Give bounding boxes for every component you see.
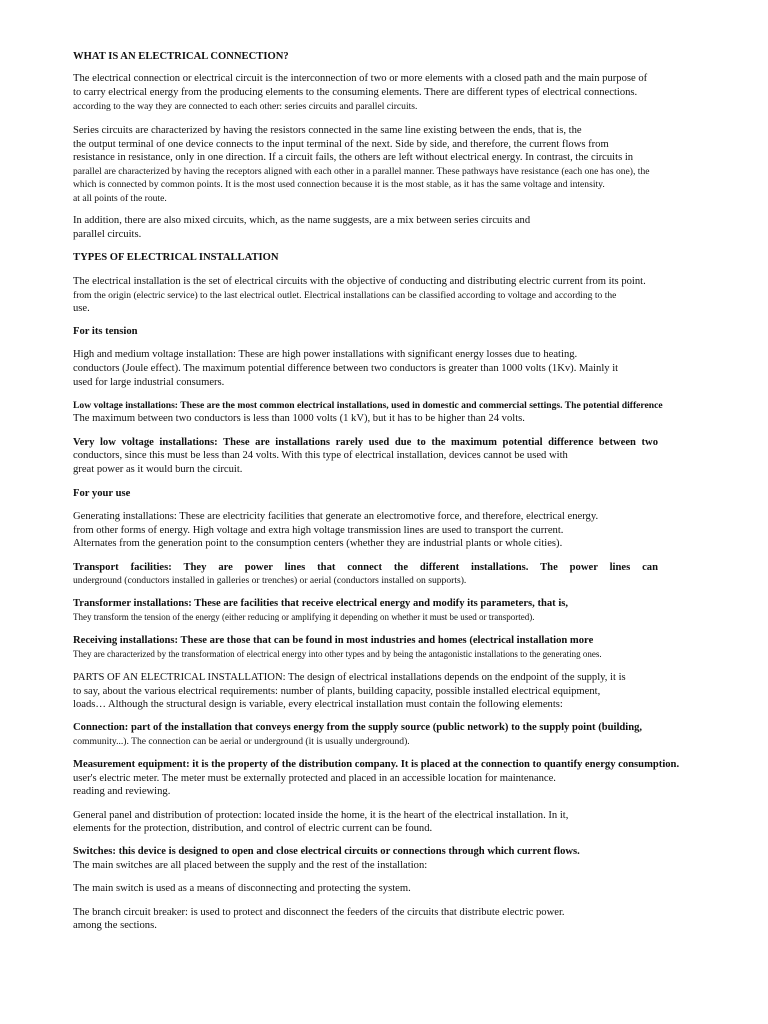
paragraph-line: The maximum between two conductors is less than 1000 volts (1 kV), but it has to be higher than 24 volts. (73, 413, 525, 424)
page-title: WHAT IS AN ELECTRICAL CONNECTION? (73, 51, 289, 62)
paragraph-line: Transformer installations: These are facilities that receive electrical energy and modify its parameters, that is, (73, 598, 569, 609)
paragraph-line: loads… Although the structural design is variable, every electrical installation must contain the following elements: (73, 699, 563, 710)
paragraph-line: The electrical connection or electrical circuit is the interconnection of two or more elements with a closed path and the main purpose of (73, 73, 648, 84)
paragraph-line: Generating installations: These are electricity facilities that generate an electromotive force, and therefore, electrical energy. (73, 511, 599, 522)
paragraph-line: Series circuits are characterized by having the resistors connected in the same line existing between the ends, that is, the (73, 125, 582, 136)
paragraph-line: use. (73, 303, 90, 314)
paragraph-line: conductors, since this must be less than 24 volts. With this type of electrical installation, devices cannot be used with (73, 450, 568, 461)
paragraph-line: conductors (Joule effect). The maximum potential difference between two conductors is greater than 1000 volts (1Kv). Mainly it (73, 363, 619, 374)
paragraph-line: parallel are characterized by having the receptors aligned with each other in a parallel manner. These pathways have resistance (each one has one), the (73, 166, 650, 177)
paragraph-line: Connection: part of the installation that conveys energy from the supply source (public network) to the supply point (building, (73, 722, 643, 733)
paragraph-line: according to the way they are connected to each other: series circuits and parallel circuits. (73, 101, 418, 112)
paragraph-line: used for large industrial consumers. (73, 377, 225, 388)
paragraph-line: General panel and distribution of protection: located inside the home, it is the heart of the electrical installation. In it, (73, 810, 569, 821)
paragraph-line: at all points of the route. (73, 193, 167, 204)
subsection-heading: For your use (73, 488, 131, 499)
paragraph-line: The main switch is used as a means of disconnecting and protecting the system. (73, 883, 411, 894)
paragraph-line: Very low voltage installations: These are installations rarely used due to the maximum potential difference between two (73, 437, 658, 448)
paragraph-line: from the origin (electric service) to the last electrical outlet. Electrical installations can be classified according to voltage and according to the (73, 290, 617, 301)
paragraph-line: reading and reviewing. (73, 786, 171, 797)
paragraph-line: Alternates from the generation point to the consumption centers (whether they are industrial plants or whole cities). (73, 538, 563, 549)
paragraph-line: from other forms of energy. High voltage and extra high voltage transmission lines are used to transport the current. (73, 525, 564, 536)
paragraph-line: user's electric meter. The meter must be externally protected and placed in an accessible location for maintenance. (73, 773, 556, 784)
paragraph-line: Transport facilities: They are power lines that connect the different installations. The power lines can (73, 562, 658, 573)
paragraph-line: The branch circuit breaker: is used to protect and disconnect the feeders of the circuits that distribute electric power. (73, 907, 565, 918)
paragraph-line: elements for the protection, distribution, and control of electric current can be found. (73, 823, 433, 834)
paragraph-line: Measurement equipment: it is the property of the distribution company. It is placed at the connection to quantify energy consumption. (73, 759, 680, 770)
subsection-heading: For its tension (73, 326, 138, 337)
paragraph-line: the output terminal of one device connects to the input terminal of the next. Side by side, and therefore, the current flows from (73, 139, 609, 150)
paragraph-line: to carry electrical energy from the producing elements to the consuming elements. There are different types of electrical connections. (73, 87, 638, 98)
paragraph-line: great power as it would burn the circuit. (73, 464, 243, 475)
paragraph-line: to say, about the various electrical requirements: number of plants, building capacity, possible installed electrical equipment, (73, 686, 601, 697)
paragraph-line: community...). The connection can be aerial or underground (it is usually underground). (73, 736, 410, 747)
paragraph-line: The main switches are all placed between the supply and the rest of the installation: (73, 860, 428, 871)
paragraph-line: They are characterized by the transformation of electrical energy into other types and by being the antagonistic installations to the generating ones. (73, 649, 602, 659)
paragraph-line: High and medium voltage installation: These are high power installations with significant energy losses due to heating. (73, 349, 578, 360)
paragraph-line: resistance in resistance, only in one direction. If a circuit fails, the others are left without electrical energy. In contrast, the circuits in (73, 152, 634, 163)
paragraph-line: Receiving installations: These are those that can be found in most industries and homes (electrical installation more (73, 635, 594, 646)
paragraph-line: The electrical installation is the set of electrical circuits with the objective of conducting and distributing electric current from its point. (73, 276, 646, 287)
paragraph-line: which is connected by common points. It is the most used connection because it is the most stable, as it has the same voltage and intensity. (73, 179, 605, 190)
paragraph-line: underground (conductors installed in galleries or trenches) or aerial (conductors installed on supports). (73, 575, 467, 586)
paragraph-line: PARTS OF AN ELECTRICAL INSTALLATION: The design of electrical installations depends on the endpoint of the supply, it is (73, 672, 626, 683)
paragraph-line: parallel circuits. (73, 229, 142, 240)
paragraph-line: Low voltage installations: These are the most common electrical installations, used in domestic and commercial settings. The potential difference (73, 400, 663, 411)
paragraph-line: In addition, there are also mixed circuits, which, as the name suggests, are a mix between series circuits and (73, 215, 531, 226)
paragraph-line: They transform the tension of the energy (either reducing or amplifying it depending on whether it must be used or transported). (73, 612, 535, 622)
paragraph-line: Switches: this device is designed to open and close electrical circuits or connections through which current flows. (73, 846, 580, 857)
section-heading: TYPES OF ELECTRICAL INSTALLATION (73, 252, 279, 263)
paragraph-line: among the sections. (73, 920, 157, 931)
